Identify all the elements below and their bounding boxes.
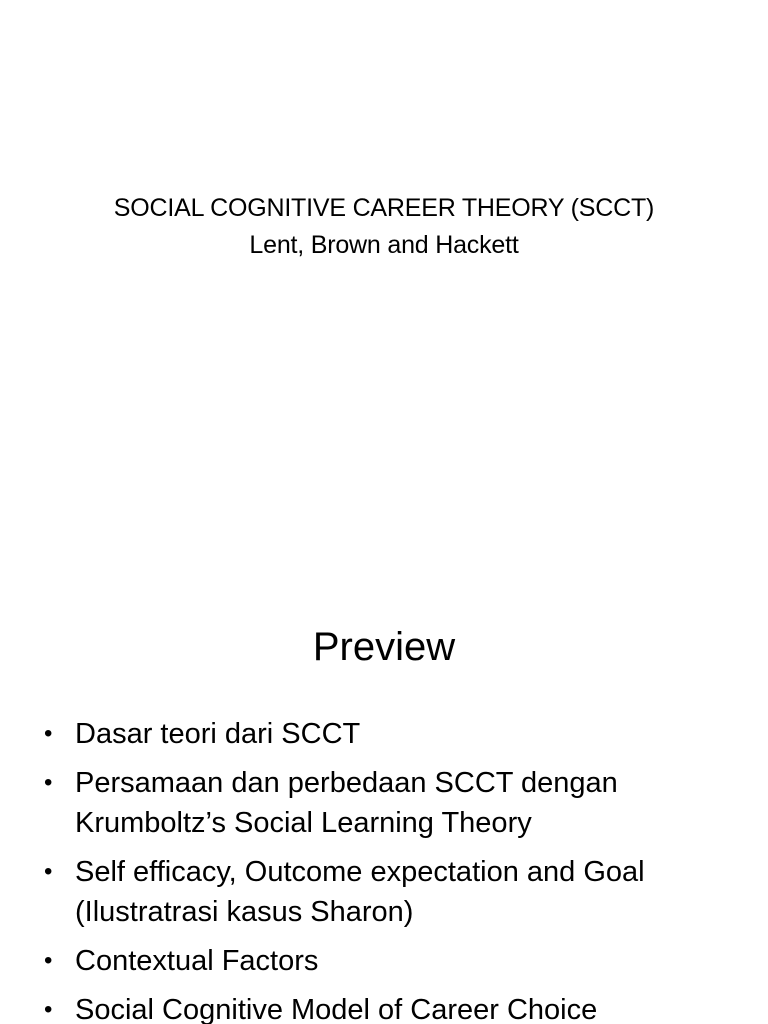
- slide-subtitle-authors: Lent, Brown and Hackett: [249, 231, 519, 259]
- slide-title: [0, 190, 768, 264]
- bullet-item-5: [44, 990, 744, 1024]
- bullet-text: Contextual Factors: [75, 945, 319, 977]
- preview-heading: Preview: [312, 625, 456, 669]
- slide-title-main: SOCIAL COGNITIVE CAREER THEORY (SCCT): [113, 194, 655, 222]
- bullet-text: Self efficacy, Outcome expectation and Goal: [75, 856, 645, 888]
- bullet-icon: •: [44, 720, 53, 747]
- preview-bullet-list: [44, 714, 744, 1024]
- bullet-text: Persamaan dan perbedaan SCCT dengan: [75, 767, 618, 799]
- bullet-text: Social Cognitive Model of Career Choice: [75, 994, 598, 1024]
- bullet-item-3: [44, 852, 744, 932]
- bullet-text-continued: Krumboltz’s Social Learning Theory: [75, 807, 532, 839]
- bullet-icon: •: [44, 858, 53, 885]
- bullet-icon: •: [44, 947, 53, 974]
- bullet-icon: •: [44, 996, 53, 1023]
- bullet-text-continued: (Ilustratrasi kasus Sharon): [75, 896, 414, 928]
- bullet-icon: •: [44, 769, 53, 796]
- bullet-item-4: [44, 941, 744, 981]
- preview-slide: [0, 576, 768, 1024]
- bullet-item-2: [44, 763, 744, 843]
- bullet-text: Dasar teori dari SCCT: [75, 718, 361, 750]
- bullet-item-1: [44, 714, 744, 754]
